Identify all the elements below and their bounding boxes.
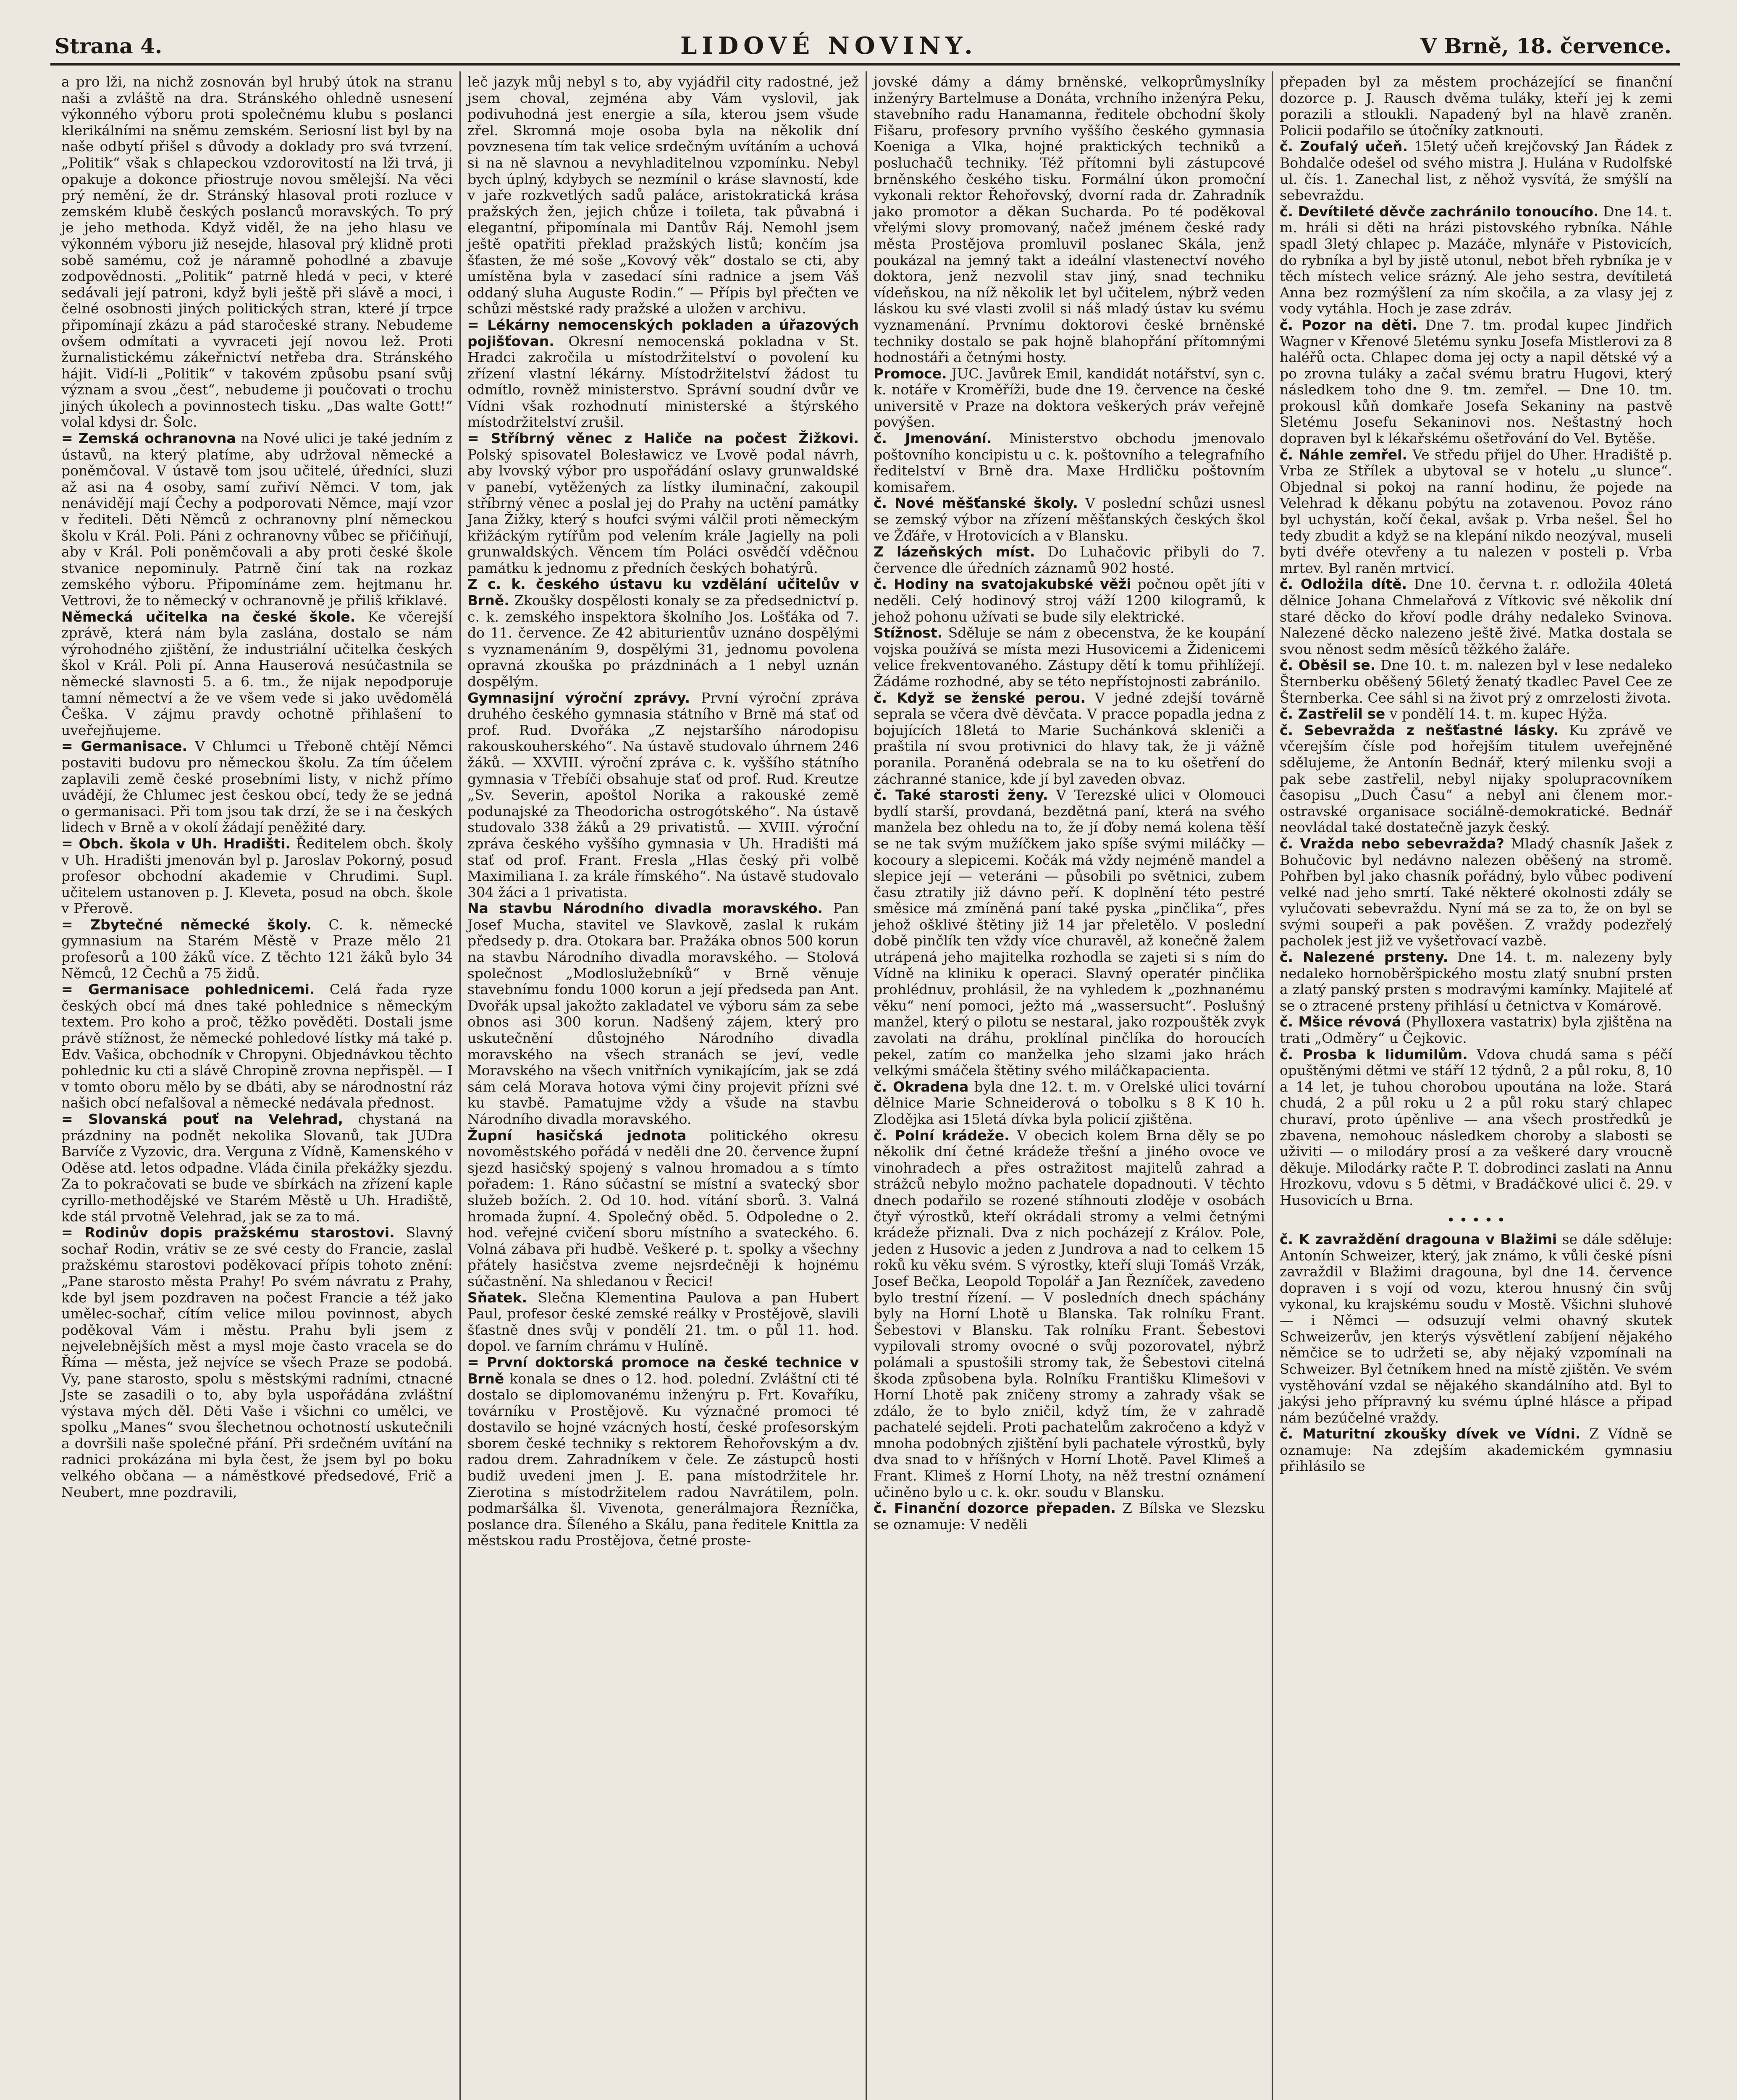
article-heading: č. Pozor na děti. — [1280, 316, 1417, 333]
article-text: C. k. německé gymnasium na Starém Městě v Praze mělo 21 profesorů a 100 žáků více. Z těchto 121 žáků bylo 34 Němců, 12 Čechů a 75 židů. — [61, 916, 453, 982]
article-heading: = Zbytečné německé školy. — [61, 916, 312, 933]
article-text: V obecich kolem Brna děly se po několik dní četné krádeže třešní a jiného ovoce ve vinohradech a přes ostražitost majitelů zahrad a strážců nebylo možno pachatele dopadnouti. V těchto dnech podařilo se rozené stíhnouti zloděje v osobách čtyř výrostků, kteří okrádali stromy a velmi četnými krádeže přiznali. Dva z nich pocházejí z Králov. Pole, jeden z Husovic a jeden z Jundrova a nad to celkem 15 roků ku věku svém. S výrostky, kteří sluji Tomáš Vrzák, Josef Bečka, Leopold Topolář a Jan Řezníček, zavedeno bylo trestní řízení. — V posledních dnech spáchány byly na Horní Lhotě u Blanska. Tak rolníku Frant. Šebestovi v Blansku. Tak rolníku Frant. Šebestovi vypilovali stromy ovocné o svůj pozorovatel, nýbrž polámali a spustošili stromy tak, že Šebestovi citelná škoda způsobena byla. Rolníku Františku Klimešovi v Horní Lhotě pak zničeny stromy a zahrady však se zdálo, že to bylo zničil, když tím, že v zahradě pachatelé sejdeli. Proti pachatelům zakročeno a když v mnoha podobných zjištění byli pachatele výrostků, byly dva snad to v hříšných v Horní Lhotě. Pavel Klimeš a Frant. Klimeš z Horní Lhoty, na něž trestní oznámení učiněno bylo u c. k. okr. soudu v Blansku. — [874, 1127, 1265, 1500]
article-paragraph — [874, 1079, 1265, 1128]
article-text: JUC. Javůrek Emil, kandidát notářství, syn c. k. notáře v Kroměříži, bude dne 19. července na české universitě v Praze na doktora veškerých práv veřejně povýšen. — [874, 365, 1265, 430]
column-1 — [55, 71, 461, 2100]
article-heading: Sňatek. — [467, 1289, 527, 1306]
article-paragraph — [61, 982, 453, 1111]
article-heading: č. Nalezené prsteny. — [1280, 949, 1448, 966]
article-heading: = Zemská ochranovna — [61, 430, 236, 447]
article-text: 15letý učeň krejčovský Jan Řádek z Bohdalče odešel od svého mistra J. Hulána v Rudolfské ul. čís. 1. Zanechal list, z něhož vysvítá, že smýšlí na sebevraždu. — [1280, 138, 1672, 204]
article-heading: č. Když se ženské perou. — [874, 689, 1086, 706]
article-heading: č. Také starosti ženy. — [874, 787, 1048, 803]
article-paragraph — [874, 1500, 1265, 1533]
article-paragraph — [467, 690, 859, 901]
article-paragraph — [61, 1225, 453, 1500]
article-heading: č. Oběsil se. — [1280, 657, 1376, 674]
article-text: politického okresu novoměstského pořádá v neděli dne 20. července župní sjezd hasičský spojený s valnou hromadou a s tímto pořadem: 1. Ráno súčastní se místní a svatecký sbor služeb božích. 2. Od 10. hod. vítání sborů. 3. Valná hromada župní. 4. Společný oběd. 5. Odpoledne o 2. hod. veřejné cvičení sboru místního a svateckého. 6. Volná zábava při hudbě. Veškeré p. t. spolky a všechny přátely hasičstva zvеme nejsrdečněji k hojnému súčastnění. Na shledanou v Řecici! — [467, 1127, 859, 1289]
article-paragraph — [467, 900, 859, 1127]
article-heading: Z c. k. českého ústavu ku vzdělání učitelův v Brně. — [467, 576, 859, 609]
article-text: Ke včerejší zprávě, která nám byla zaslána, dostalo se nám výrohodného zjištění, že industriální učitelka českých škol v Král. Poli pí. Anna Hauserová nesúčastnila se německé slavnosti 5. a 6. tm., že nijak nepodporuje tamní němectví a že ve všem vede si jako uvědomělá Češka. V zájmu pravdy ochotně přihlašení to uveřejňujeme. — [61, 608, 453, 738]
article-heading: č. Nové měšťanské školy. — [874, 495, 1078, 512]
article-paragraph — [1280, 836, 1672, 949]
article-text: Vdova chudá sama s péčí opuštěnými dětmi ve stáří 12 týdnů, 2 a půl roku, 8, 10 a 14 let, je tuhou chorobou upoutána na lože. Stará chudá, 2 a půl roku u 2 a půl roku starý chlapec churaví, proto úpěnlive — ana všech prostředků je zbavena, nemohouc následkem choroby a slabosti se uživiti — o milodáry prosí a za veškeré dary vroucně děkuje. Milodárky račte P. T. dobrodinci zaslati na Annu Hrozkovu, vdovu s 5 dětmi, v Bradáčkové ulici č. 29. v Husovicích u Brna. — [1280, 1046, 1672, 1208]
article-heading: č. Jmenování. — [874, 430, 992, 447]
article-paragraph — [467, 74, 859, 317]
article-heading: č. Zoufalý učeň. — [1280, 138, 1408, 155]
article-heading: = Stříbrný věnec z Haliče na počest Žižkovi. — [467, 430, 859, 447]
article-heading: Na stavbu Národního divadla moravského. — [467, 900, 823, 917]
article-paragraph — [874, 1128, 1265, 1501]
article-paragraph — [874, 495, 1265, 544]
article-text: Z Vídně se oznamuje: Na zdejším akademickém gymnasiu přihlásilo se — [1280, 1425, 1673, 1475]
article-text: konala se dnes o 12. hod. polední. Zvláštní cti té dostalo se diplomovanému inženýru p. Frt. Kovaříku, továrníku v Prostějově. Ku význačné promoci té dostavilo se hojné vzácných hostí, české profesorským sborem české techniky s rektorem Řehořovským a dv. radou drem. Zahradníkem v čele. Ze zástupců hosti budiž uvedeni jmen J. E. pana místodržitele hr. Zierotina s místodržitelem radou Navrátilem, poln. podmaršálka šl. Vivenota, generálmajora Řezníčka, poslance dra. Šíleného a Skálu, pana ředitele Knittla za městskou radu Prostějova, četné proste- — [467, 1370, 859, 1549]
article-text: Dne 7. tm. prodal kupec Jindřich Wagner v Křenové 5letému synku Josefa Mistlerovi za 8 haléřů octa. Chlapec doma jej octy a napil dětské vý a po zrovna tuláky a začal svému bratru Hugovi, který následkem toho dne 9. tm. zemřel. — Dne 10. tm. prokousl kůň domkaře Josefa Sekaniny na pastvě Sletému Josefu Sekaninovi nos. Neštastný hoch dopraven byl k lékařskému ošetřování do Vel. Bytěše. — [1280, 316, 1672, 447]
article-heading: = Obch. škola v Uh. Hradišti. — [61, 835, 291, 852]
article-text: Z Bílska ve Slezsku se oznamuje: V neděli — [874, 1500, 1265, 1533]
article-heading: č. Odložila dítě. — [1280, 576, 1407, 593]
article-paragraph — [1280, 722, 1672, 836]
article-heading: = Rodinův dopis pražskému starostovi. — [61, 1224, 395, 1241]
article-heading: Župní hasičská jednota — [467, 1127, 687, 1144]
article-text: v pondělí 14. t. m. kupec Hýža. — [1389, 706, 1608, 722]
article-paragraph — [874, 787, 1265, 1079]
article-text: Polský spisovatel Bolesławicz ve Lvově podal návrh, aby lvovský výbor pro uspořádání oslavy grunwaldské v panebí, vytěžených za lístky iluminační, zakoupil stříbrný věnec a poslal jej do Prahy na uctění památky Jana Žižky, který s houfci svými válčil proti německým křižáckým rytířům pod velením krále Jagielly na poli grunwaldských. Věncem tím Poláci osvědčí vděčnou památku k jednomu z předních českých bohatýrů. — [467, 446, 859, 576]
article-paragraph — [874, 576, 1265, 625]
columns — [55, 71, 1680, 2100]
article-paragraph — [467, 317, 859, 430]
article-paragraph — [467, 430, 859, 576]
article-heading: č. Hodiny na svatojakubské věži — [874, 576, 1131, 593]
column-2 — [461, 71, 867, 2100]
article-text: Pan Josef Mucha, stavitel ve Slavkově, zaslal k rukám předsedy p. dra. Otokara bar. Pražáka obnos 500 korun na stavbu Národního divadla moravského. — Stolová společnost „Modloslužebníků“ v Brně věnuje stavebnímu fondu 1000 korun a její předseda pan Ant. Dvořák upsal jakožto zakladatel ve výboru sám za sebe obnos asi 300 korun. Nadšený zájem, který pro uskutečnění důstojného Národního divadla moravského na všech stranách se jeví, vedle Moravského na všech vnitřních vynikajícím, jak se zdá sám celá Morava hotova vými činy projevit přízni své ku stavbě. Pamatujme vždy a všude na stavbu Národního divadla moravského. — [467, 900, 859, 1127]
article-text: V poslední schůzi usnesl se zemský výbor na zřízení měšťanských českých škol ve Žďáře, v Hrotovicích a v Blansku. — [874, 495, 1265, 544]
separator: • • • • • — [1446, 1211, 1506, 1228]
article-paragraph — [467, 1290, 859, 1354]
article-heading: č. Sebevražda z nešťastné lásky. — [1280, 722, 1559, 738]
article-text: V Terezské ulici v Olomouci bydlí starší, provdaná, bezdětná paní, která na svého manžela bez ohledu na to, že jí ďoby nemá kolena těší se ne tak svým mužíčkem jako spíše svými miláčky — kocoury a slepicemi. Kočák má vždy nejméně mandel a slepice její — veteráni — působili po světnici, zubem času ztratily již dávno peří. K doplnění této pestré směsice má zmíněná paní také pyska „pinčlika“, přes jehož ošklivé štětiny již 14 jar přeletělo. V poslední době pinčlík ten vždy více churavěl, až konečně žalem utrápená jeho majitelka rozhodla se zajeti si s ním do Vídně na kliniku k operaci. Slavný operatér pinčlika prohlédnuv, prohlásil, že na vyhledem k „pozhnanému věku“ není pomoci, ježto má „wassersucht“. Poslušný manžel, který o pilotu se nestaral, jako rozpouštěk zvyk zavolati na dráhu, proklínal pinčlíka do horoucích pekel, zatím co manželka jeho slzami jako hrách velkými smáčela štětiny svého miláčkapacienta. — [874, 787, 1265, 1079]
article-paragraph — [1280, 74, 1672, 139]
article-paragraph — [1280, 447, 1672, 577]
article-heading: č. Vražda nebo sebevražda? — [1280, 835, 1504, 852]
article-heading: Promoce. — [874, 365, 947, 382]
article-text: Ve středu přijel do Uher. Hradiště p. Vrba ze Střílek a ubytoval se v hotelu „u slunce“. Objednal si pokoj na ranní hodinu, že pojede na Velehrad k děkanu pobýtu na zotavenou. Povoz ráno byl uchystán, kočí čekal, avšak p. Vrba nešel. Šel ho tedy zbudit a když se na klepání nikdo neozýval, museli byti dvéře otevřeny a tu nalezen v posteli p. Vrba mrtev. Byl raněn mrtvicí. — [1280, 446, 1672, 576]
article-text: Dne 10. června t. r. odložila 40letá dělnice Johana Chmelařová z Vítkovic své několik dní staré děcko do křoví podle dráhy nedaleko Svinova. Nalezené děcko nalezeno ještě živé. Matka dostala se svou něnost sedm měsíců těžkého žaláře. — [1280, 576, 1672, 657]
article-paragraph — [61, 74, 453, 430]
article-paragraph — [874, 625, 1265, 690]
article-heading: = Germanisace pohlednicemi. — [61, 981, 315, 998]
article-heading: Z lázeňských míst. — [874, 543, 1035, 560]
article-paragraph — [1280, 139, 1672, 203]
article-paragraph — [874, 690, 1265, 788]
article-paragraph — [61, 738, 453, 836]
article-paragraph — [1280, 657, 1672, 706]
article-paragraph — [1280, 1014, 1672, 1046]
article-paragraph — [61, 609, 453, 739]
article-paragraph — [1280, 706, 1672, 722]
article-text: přepaden byl za městem procházející se finanční dozorce p. J. Rausch dvěma tuláky, kteří jej k zemi porazili a stloukli. Napadený byl na hlavě zraněn. Policii podařilo se útočníky zatknouti. — [1280, 74, 1672, 139]
article-text: jovské dámy a dámy brněnské, velkoprůmyslníky inženýry Bartelmuse a Donáta, vrchního inženýra Peku, stavebního radu Hanamanna, ředitele obchodní školy Fišaru, profesory prvního vyššího českého gymnasia Koeniga a Vlka, hojné praktických techniků a posluchačů techniky. Též přítomni byli zástupcové brněnského českého tisku. Formální úkon promoční vykonali rektor Řehořovský, dvorní rada dr. Zahradník jako promotor a děkan Sucharda. Po té poděkoval vřelými slovy promovaný, načež jménem české rady města Prostějova promluvil poslanec Skála, jenž poukázal na jemný takt a ideální vlastenectví nového doktora, jenž nezvolil stav jiný, snad techniku vídeňskou, na níž několik let byl učitelem, nýbrž veden láskou ku své vlasti zvolil si náš mladý ústav ku svému vyznamenání. Prvnímu doktorovi české brněnské techniky dostalo se pak hojně blahopřání přítomnými hodnostáři a četnými hosty. — [874, 74, 1265, 366]
article-paragraph — [61, 1111, 453, 1225]
column-4 — [1273, 71, 1679, 2100]
article-text: V Chlumci u Třeboně chtějí Němci postaviti budovu pro německou školu. Za tím účelem zaplavili země české prosebními listy, v nichž přímo uvádějí, že Chlumec jest českou obcí, tedy že se jedná o germanisaci. Při tom jsou tak drzí, že se i na českých lidech v Brně a v okolí žádají peněžité dary. — [61, 738, 453, 836]
article-text: chystaná na prázdniny na podnět nekolika Slovanů, tak JUDra Barvíče z Vyzovic, dra. Verguna z Vídně, Kamenského v Oděse atd. letos odpadne. Vláda činila překážky sjezdu. Za to pokračovati se bude ve sbírkách na zřízení kaple cyrillo-methodějské ve Starém Městě u Uh. Hradiště, kde stál prvotně Velehrad, jak se za to má. — [61, 1111, 453, 1225]
article-paragraph — [61, 430, 453, 609]
article-text: Celá řada ryze českých obcí má dnes také pohlednice s německým textem. Pro koho a proč, těžko pověděti. Dostali jsme právě stížnost, že německé pohledové lístky má také p. Edv. Vašica, obchodník v Chropyni. Objednávkou těchto pohlednic ku cti a slávě Chropině zrovna nepřispěl. — I v tomto oboru mělo by se dbáti, aby se národnostní ráz našich obcí nefalšoval a německé nedávala přednost. — [61, 981, 453, 1111]
article-text: Dne 10. t. m. nalezen byl v lese nedaleko Šternberku oběšený 56letý ženatý tkadlec Pavel Cee ze Šternberka. Cee sáhl si na život prý z omrzelosti života. — [1280, 657, 1672, 706]
article-heading: Německá učitelka na české škole. — [61, 608, 356, 625]
article-paragraph — [61, 836, 453, 917]
article-text: Do Luhačovic přibyli do 7. července dle úředních záznamů 902 hosté. — [874, 543, 1265, 576]
article-heading: č. Zastřelil se — [1280, 706, 1385, 722]
article-text: Ku zprávě ve včerejším čísle pod hořejším titulem uveřejněné sdělujeme, že Antonín Bednář, který milenku svoji a pak sebe zastřelil, nebyl nijaky spolupracovníkem časopisu „Duch Času“ a nebyl ani členem mor.-ostravské organisace sociálně-demokratické. Bednář neovládal také dostatečně jazyk český. — [1280, 722, 1672, 836]
newspaper-title: LIDOVÉ NOVINY. — [680, 32, 978, 60]
article-paragraph — [874, 544, 1265, 576]
article-text: Slečna Klementina Paulova a pan Hubert Paul, profesor české zemské reálky v Prostějově, slavili šťastně dnes svůj v pondělí 21. tm. o půl 11. hod. dopol. ve farním chrámu v Hulíně. — [467, 1289, 859, 1354]
article-text: Ředitelem obch. školy v Uh. Hradišti jmenován byl p. Jaroslav Pokorný, posud profesor obchodní akademie v Chrudimi. Supl. učitelem ustanoven p. J. Kleveta, posud na obch. škole v Přerově. — [61, 835, 453, 917]
article-paragraph — [1280, 1047, 1672, 1209]
page-header — [50, 25, 1680, 63]
issue-date: V Brně, 18. července. — [1420, 34, 1671, 58]
article-heading: = Germanisace. — [61, 738, 188, 755]
article-heading: = První doktorská promoce na české technice v Brně — [467, 1354, 859, 1387]
article-text: Zkoušky dospělosti konaly se za předsednictví p. c. k. zemského inspektora školního Jos. Lošťáka od 7. do 11. července. Ze 42 abiturientův uznáno dospělými s vyznamenáním 9, dospělými 31, jednomu povolena opravná zkouška po prázdninách a 1 nebyl uznán dospělým. — [467, 592, 859, 690]
article-heading: č. Okradena — [874, 1078, 969, 1095]
article-text: Mladý chasník Jašek z Bohučovic byl nedávno nalezen oběšený na stromě. Pohřben byl jako chasník pořádný, bylo vůbec podivení velké nad jeho smrtí. Také některé okolnosti zdály se vylučovati sebevraždu. Nyní má se za to, že on byl se svými soupeři a pak pověšen. Z vraždy podezřelý pacholek jest již ve vyšetřovací vazbě. — [1280, 835, 1673, 949]
article-heading: Gymnasijní výroční zprávy. — [467, 689, 690, 706]
article-paragraph — [874, 430, 1265, 495]
article-paragraph — [1280, 1231, 1672, 1426]
article-text: leč jazyk můj nebyl s to, aby vyjádřil city radostné, jež jsem choval, zejména aby Vám vyslovil, jak podivuhodná jest energie a síla, kterou jsem všude zřel. Skromná moje osoba byla na několik dní povznesena tím tak velice srdečným uvítáním a uchová si na ně slavnou a nevyhladitelnou vzpomínku. Nebyl bych úplný, kdybych se nezmínil o kráse slavností, kde v jaře rozkvetlých sadů paláce, aristokratická krása pražských žen, jejich chůze i toileta, tak půvabná i elegantní, připomínala mi Dantův Ráj. Nemohl jsem ještě opatřiti překlad pražských listů; končím jsa šťasten, že mé soše „Kovový věk“ dostalo se cti, aby umístěna byla v zasedací síni radnice a jsem Váš oddaný sluha Auguste Rodin.“ — Přípis byl přečten ve schůzi městské rady pražské a uložen v archivu. — [467, 74, 859, 317]
article-paragraph — [1280, 576, 1672, 657]
article-paragraph — [1280, 949, 1672, 1014]
header-rule — [50, 63, 1680, 66]
article-heading: č. Mšice révová — [1280, 1013, 1401, 1030]
article-heading: č. Náhle zemřel. — [1280, 446, 1408, 463]
article-paragraph — [467, 1128, 859, 1290]
article-text: byla dne 12. t. m. v Orelské ulici tovární dělnice Marie Schneiderová o tobolku s 8 K 10 h. Zlodějka asi 15letá dívka byla policií zjištěna. — [874, 1078, 1265, 1127]
article-text: na Nové ulici je také jedním z ústavů, na který platíme, aby udržoval německé a poněmčoval. V ústavě tom jsou učitelé, úředníci, sluzi až asi na 4 osoby, samí zuřiví Němci. V tom, jak nenávidějí mají Čechy a podporovati Němce, mají vzor v řediteli. Děti Němců z ochranovny plní německou školu v Král. Poli. Páni z ochranovny vůbec se přičiňují, aby v Král. Poli poněmčovali a aby proti české škole stvanice nepominuly. Patrně činí tak na rozkaz zemského výboru. Připomínáme zem. hejtmanu hr. Vettrovi, že to německý v ochranovně je přiliš křiklavé. — [61, 430, 453, 609]
article-text: Ministerstvo obchodu jmenovalo poštovního koncipistu u c. k. poštovního a telegrafního ředitelství v Brně dra. Maxe Hrdličku poštovním komisařem. — [874, 430, 1265, 495]
article-text: (Phylloxera vastatrix) byla zjištěna na trati „Odměry“ u Čejkovic. — [1280, 1013, 1673, 1047]
article-text: Dne 14. t. m. nalezeny byly nedaleko hornoběršpického mostu zlatý snubní prsten a zlatý panský prsten s modravými kamínky. Majitelé ať se o ztracené prsteny přihlásí u četnictva v Komárově. — [1280, 949, 1672, 1014]
article-paragraph — [467, 1354, 859, 1549]
article-paragraph — [874, 366, 1265, 430]
article-text: Slavný sochař Rodin, vrátiv se ze své cesty do Francie, zaslal pražskému starostovi poděkovací přípis tohoto znění: „Pane starosto města Prahy! Po svém návratu z Prahy, kde byl jsem pozdraven na počest Francie a též jako umělec-sochař, cítím velice milou povinnost, abych poděkoval Vám i městu. Prahu byli jsem z nejvelebnějších měst a mysl moje často vracela se do Říma — města, jež nejvíce se všech Praze se podobá. Vy, pane starosto, spolu s městskými radními, ctnacné Jste se zasadili o to, aby byla uspořádána zvláštní výstava mých děl. Děti Vaše i všichni co umělci, ve spolku „Manes“ svou šlechetnou ochotností uskutečnili a dovršili naše společné přání. Při srdečném uvítání na radnici prokázána mi byla čest, že jsem byl po boku velkého občana — a náměstkové předsedové, Frič a Neubert, mne pozdravili, — [61, 1224, 453, 1500]
article-text: Dne 14. t. m. hráli si děti na hrázi pistovského rybníka. Náhle spadl 3letý chlapec p. Mazáče, mlynáře v Pistovicích, do rybníka a byl by jistě utonul, nebot břeh rybníka je v těch místech velice srázný. Ale jeho sestra, devítiletá Anna bez rozmýšlení za ním skočila, a za vlasy jej z vody vytáhla. Hoch je zase zdráv. — [1280, 203, 1672, 317]
article-heading: č. Maturitní zkoušky dívek ve Vídni. — [1280, 1425, 1581, 1442]
article-text: První výroční zpráva druhého českého gymnasia státního v Brně má stať od prof. Rud. Dvořáka „Z nejstaršího národopisu rakouskouherského“. Na ústavě studovalo úhrnem 246 žáků. — XXVIII. výroční zpráva c. k. vyššího státního gymnasia v Třebíči obsahuje stať od prof. Rud. Kreutze „Sv. Severin, apoštol Norika a rakouské země podunajské za Theodoricha ostrogótského“. Na ústavě studovalo 338 žáků a 29 privatistů. — XVIII. výroční zpráva českého vyššího gymnasia v Uh. Hradišti má stať od prof. Frant. Fresla „Hlas český při volbě Maximiliana I. za krále římského“. Na ústavě studovalo 304 žáci a 1 privatista. — [467, 689, 859, 900]
article-heading: č. Polní krádeže. — [874, 1127, 1010, 1144]
article-paragraph — [1280, 317, 1672, 447]
article-heading: = Slovanská pouť na Velehrad, — [61, 1111, 344, 1127]
article-text: a pro lži, na nichž zosnován byl hrubý útok na stranu naši a zvláště na dra. Stránského ohledně usnesení výkonného výboru proti společnému klubu s poslanci klerikálními na sněmu zemském. Seriosní list byl by na naše odbytí přišel s důvody a doklady pro svá tvrzení. „Politik“ však s chlapeckou vzdorovitostí na lži trvá, ji opakuje a dokonce přiostruje novou smělejší. Na věci prý nemění, že dr. Stránský hlasoval proti rozluce v zemském klubě českých poslanců moravských. To prý je jeho methoda. Když viděl, že na jeho hlasu ve výkonném výboru již nesejde, hlasoval prý klidně proti sobě samému, což je náramně pohodlné a zbavuje zodpovědnosti. „Politik“ patrně hledá v peci, v které sedávali její patroni, když byli ještě při slávě a moci, i čelné osobnosti jiných politických stran, které jí trpce připomínají zkázu a pád staročeské strany. Nebudeme ovšem odmítati a vyvraceti její novou lež. Proti žurnalistickému zákeřnictví netřeba dra. Stránského hájit. Vidí-li „Politik“ v takovém způsobu psaní svůj význam a svou „čest“, nebudeme ji poučovati o trochu jiných úkolech a povinnostech tisku. „Das walte Gott!“ volal kdysi dr. Šolc. — [61, 74, 453, 430]
article-paragraph — [467, 576, 859, 690]
article-text: Okresní nemocenská pokladna v St. Hradci zakročila u místodržitelství o povolení ku zřízení vlastní lékárny. Místodržitelství žádost tu odmítlo, rovněž ministerstvo. Správní soudní dvůr ve Vídni však rozhodnutí ministerské a štýrského místodržitelství zrušil. — [467, 333, 859, 430]
article-heading: č. Finanční dozorce přepaden. — [874, 1500, 1116, 1517]
article-heading: Stížnost. — [874, 625, 943, 641]
article-paragraph — [874, 74, 1265, 366]
article-paragraph — [1280, 204, 1672, 317]
column-3 — [867, 71, 1273, 2100]
article-text: Sděluje se nám z obecenstva, že ke koupání vojska používá se místa mezi Husovicemi a Židenicemi velice frekventovaného. Zástupy dětí k tomu přihlížejí. Žádáme rozhodné, aby se této nepřístojnosti zabránilo. — [874, 625, 1265, 690]
page-number: Strana 4. — [55, 34, 163, 58]
article-heading: č. Devítileté děvče zachránilo tonoucího. — [1280, 203, 1599, 220]
article-heading: č. Prosba k lidumilům. — [1280, 1046, 1468, 1063]
article-text: počnou opět jíti v neděli. Celý hodinový stroj váží 1200 kilogramů, k jehož pohonu užívati se bude sily elektrické. — [874, 576, 1265, 625]
article-text: se dále sděluje: Antonín Schweizer, který, jak známo, k vůli české písni zavraždil v Blažimi dragouna, byl dne 14. července dopraven i s vojí od vozu, kterou hnusný čin svůj vykonal, ku krajskému soudu v Mostě. Všichni sluhové — i Němci — odsuzují velmi ohavný skutek Schweizerův, jen kterýs výsvětlení zabíjení nějakého němčice se to udržeti se, aby nějaký vzpomínali na Schweizer. Byl četníkem hned na místě zjištěn. Ve svém vystěhování vzdal se nějakého skandálního atd. Byl to jakýsi jeho přípravný ku svému úplné hlásce a připad nám bezúčelné vraždy. — [1280, 1231, 1672, 1426]
article-text: V jedné zdejší továrně seprala se včera dvě děvčata. V pracce popadla jedna z bojujících 18letá to Marie Suchánková skleniči a praštila ní svou protivnici do hlavy tak, že ji vážně poranila. Poraněná odebrala se na to ku ošetření do záchranné stanice, kde jí byl zaveden obvaz. — [874, 689, 1265, 787]
article-paragraph — [1280, 1426, 1672, 1475]
article-heading: = Lékárny nemocenských pokladen a úřazových pojišťovan. — [467, 316, 859, 349]
article-heading: č. K zavraždění dragouna v Blažimi — [1280, 1231, 1557, 1248]
article-paragraph — [61, 917, 453, 982]
